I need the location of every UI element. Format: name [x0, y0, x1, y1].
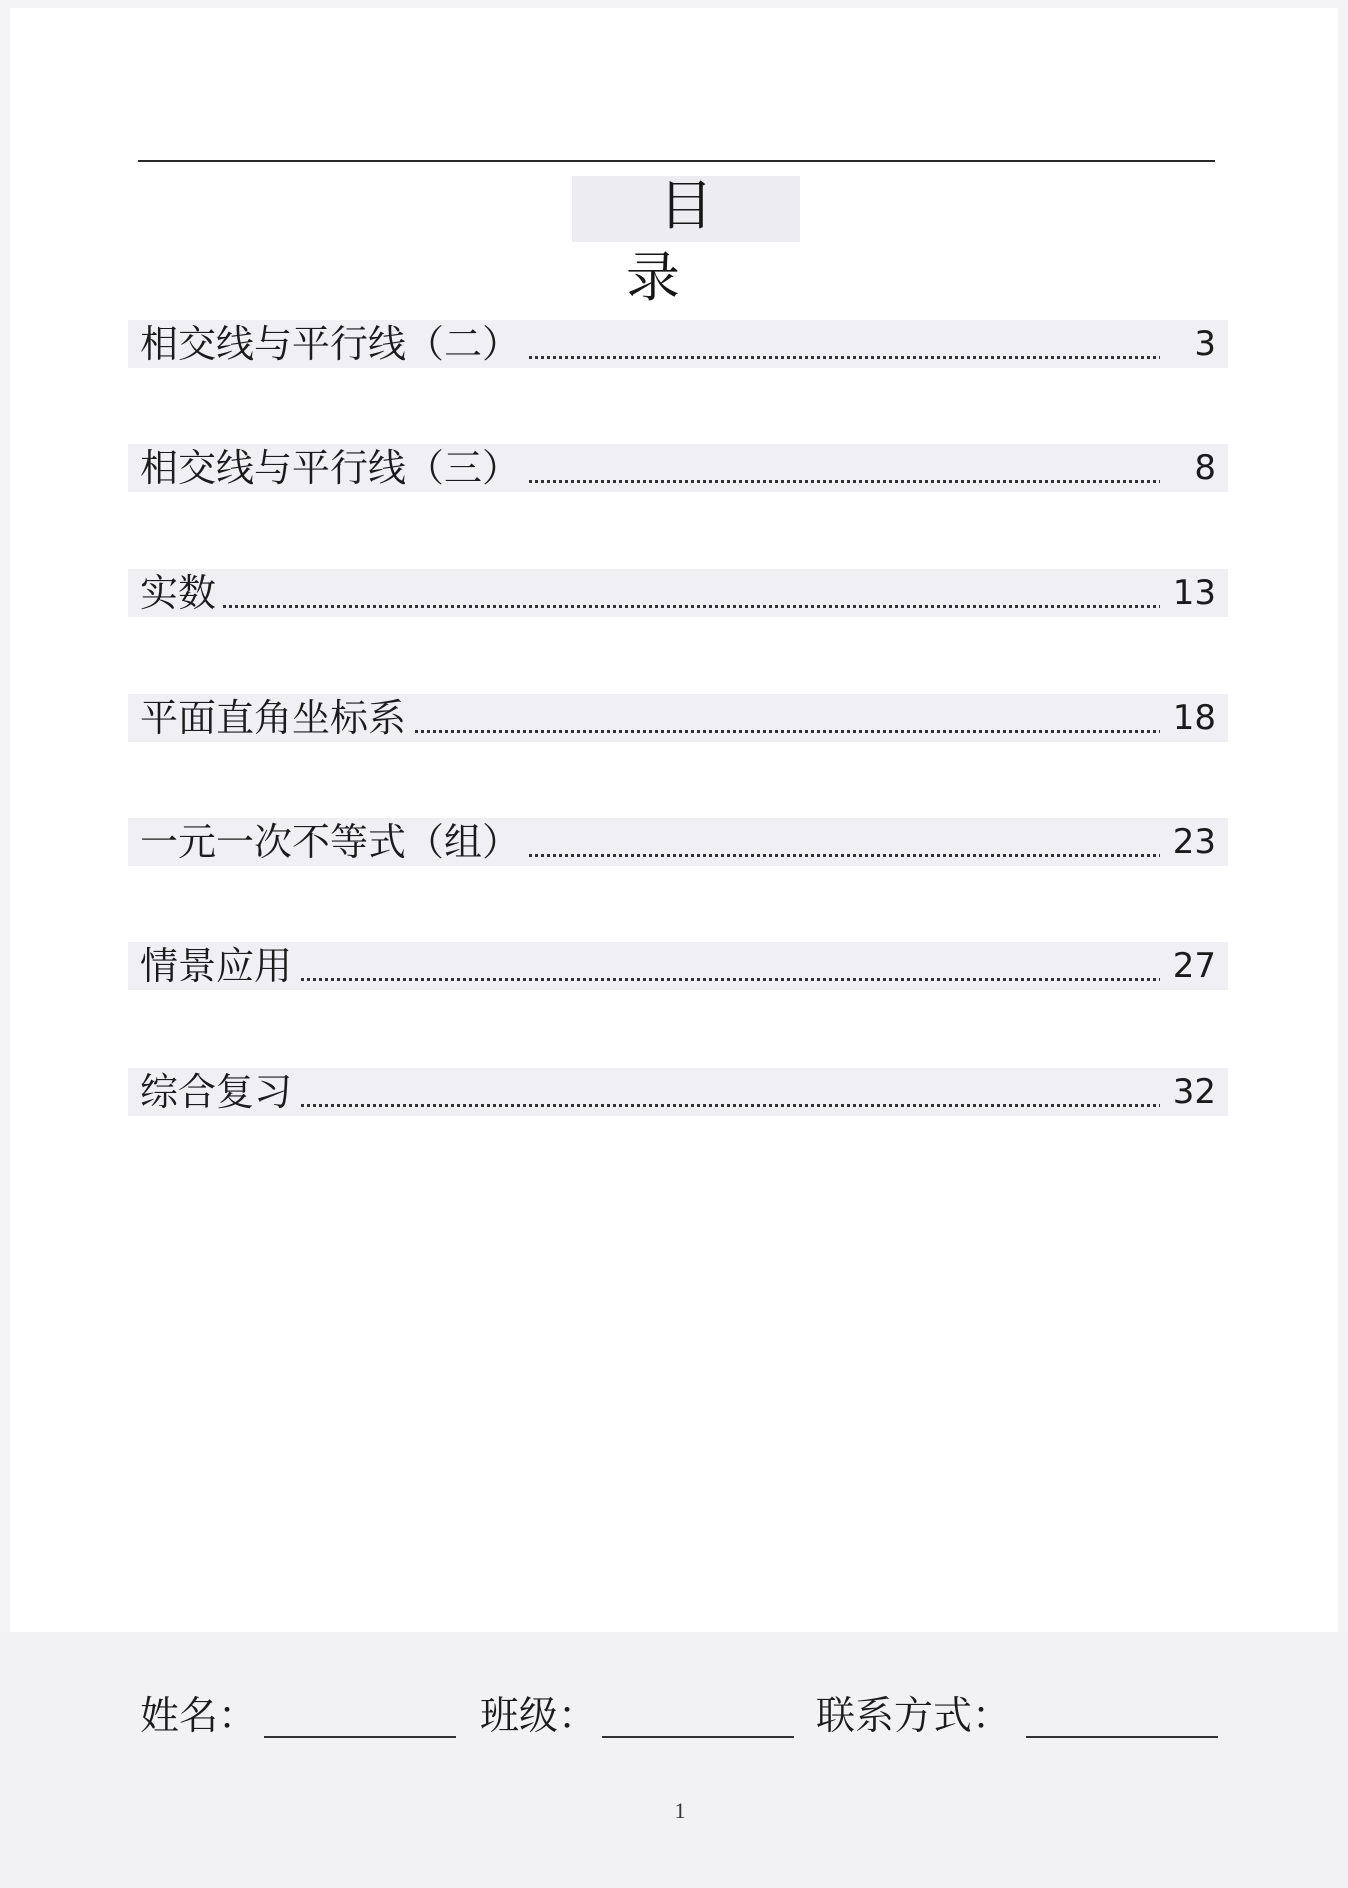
toc-row	[128, 1068, 1228, 1116]
toc-page-number: 23	[1160, 818, 1216, 866]
name-blank	[264, 1736, 456, 1738]
toc-label: 一元一次不等式（组）	[140, 818, 526, 866]
page-number: 1	[674, 1798, 686, 1823]
toc-label: 综合复习	[140, 1068, 298, 1116]
toc-row	[128, 694, 1228, 742]
page-title: 目录	[626, 174, 779, 309]
name-label: 姓名：	[140, 1694, 258, 1739]
contact-label: 联系方式：	[816, 1694, 1012, 1739]
toc-page-number: 13	[1160, 569, 1216, 617]
toc-leader-dots	[140, 605, 1162, 608]
toc-label: 相交线与平行线（三）	[140, 444, 526, 492]
toc-row	[128, 942, 1228, 990]
toc-label: 平面直角坐标系	[140, 694, 412, 742]
toc-row	[128, 320, 1228, 368]
toc-row	[128, 569, 1228, 617]
toc-row	[128, 818, 1228, 866]
toc-page-number: 18	[1160, 694, 1216, 742]
class-blank	[602, 1736, 794, 1738]
toc-page-number: 27	[1160, 942, 1216, 990]
table-of-contents	[128, 0, 1228, 1200]
toc-page-number: 8	[1160, 444, 1216, 492]
toc-page-number: 32	[1160, 1068, 1216, 1116]
footer-band	[0, 1632, 1348, 1888]
toc-label: 实数	[140, 569, 222, 617]
class-label: 班级：	[480, 1694, 598, 1739]
toc-row	[128, 444, 1228, 492]
student-info-line	[140, 1692, 1220, 1742]
toc-label: 相交线与平行线（二）	[140, 320, 526, 368]
toc-label: 情景应用	[140, 942, 298, 990]
contact-blank	[1026, 1736, 1218, 1738]
toc-page-number: 3	[1160, 320, 1216, 368]
